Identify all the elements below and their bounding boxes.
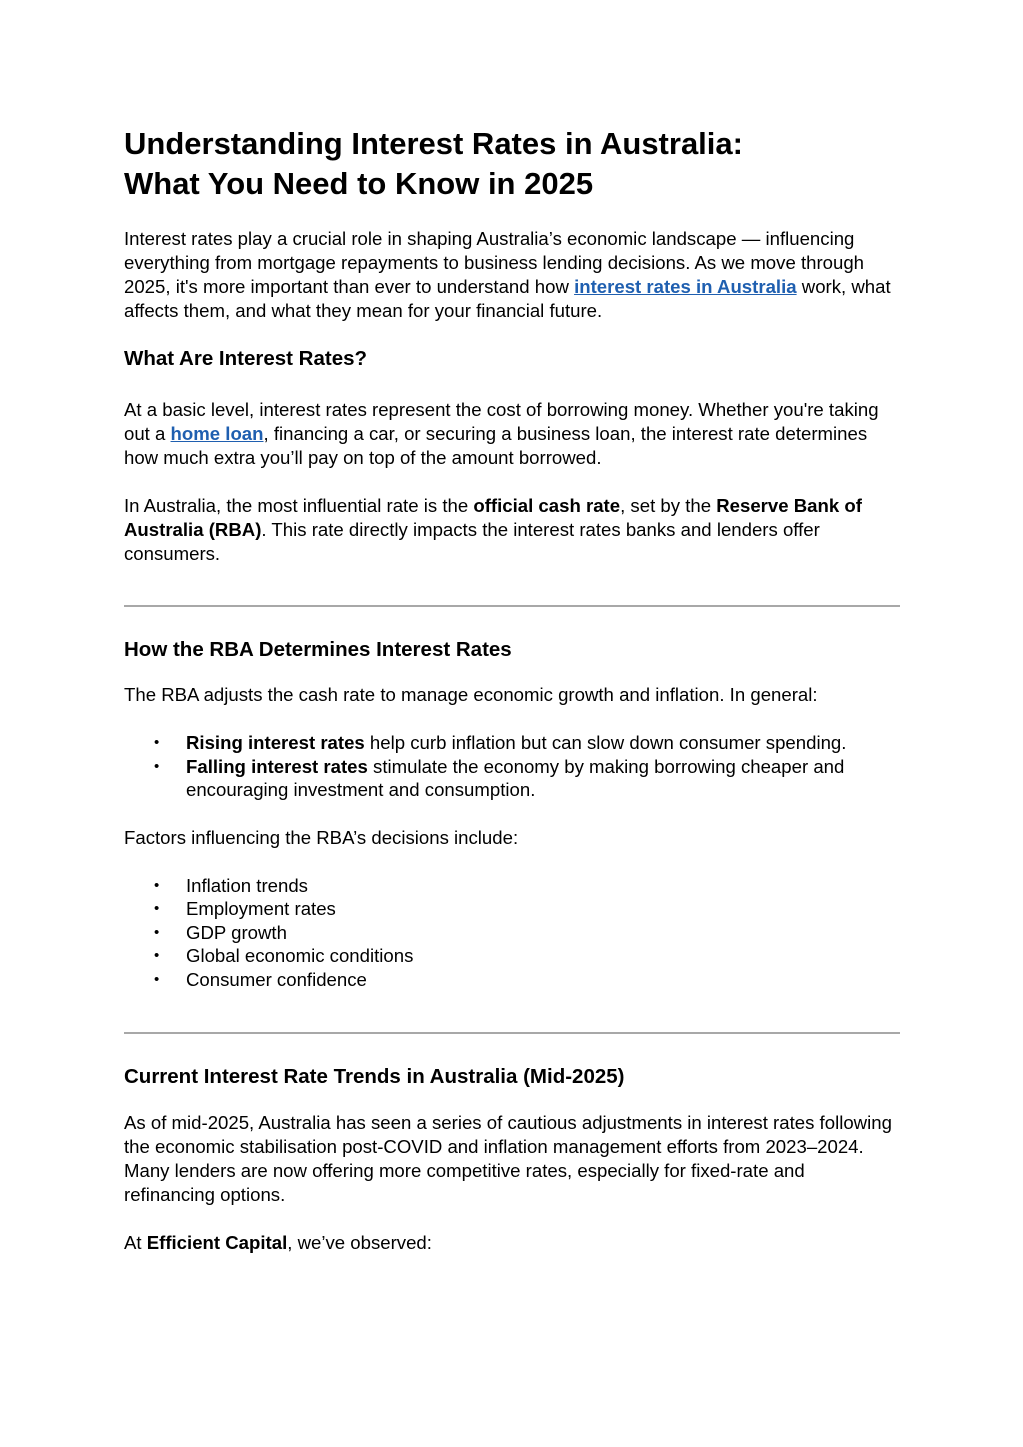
section-divider-2 xyxy=(124,1032,900,1034)
heading-what-are-interest-rates: What Are Interest Rates? xyxy=(124,347,368,370)
intro-paragraph: Interest rates play a crucial role in shaping Australia’s economic landscape — influencing everything from mortgage repayments to business lending decisions. As we move through 2025, it's more important than ever to understand how interest rates in Australia work, what affects them, and what they mean for your financial future. xyxy=(124,228,891,321)
heading-how-rba-determines: How the RBA Determines Interest Rates xyxy=(124,638,512,661)
section-divider-1 xyxy=(124,605,900,607)
bullet-icon: • xyxy=(154,757,160,775)
list-item: • Consumer confidence xyxy=(154,968,367,990)
interest-rates-link[interactable]: interest rates in Australia xyxy=(574,276,797,297)
bullet-icon: • xyxy=(154,947,160,964)
bullet-icon: • xyxy=(154,923,160,941)
rba-intro-paragraph: The RBA adjusts the cash rate to manage economic growth and inflation. In general: xyxy=(124,684,818,705)
list-item: • Rising interest rates help curb inflation but can slow down consumer spending. xyxy=(154,732,847,753)
what-paragraph-2: In Australia, the most influential rate is the official cash rate, set by the Reserve Bank of Australia (RBA). This rate directly impacts the interest rates banks and lenders offer consumers. xyxy=(124,495,862,564)
what-paragraph-1: At a basic level, interest rates represent the cost of borrowing money. Whether you're taking out a home loan, financing a car, or securing a business loan, the interest rate determines how much extra you’ll pay on top of the amount borrowed. xyxy=(124,399,879,468)
home-loan-link[interactable]: home loan xyxy=(170,423,264,444)
bullet-icon: • xyxy=(154,734,160,751)
efficient-capital-bold: Efficient Capital xyxy=(146,1232,288,1253)
list-item: • Employment rates xyxy=(154,898,336,919)
official-cash-rate-bold: official cash rate xyxy=(473,495,621,516)
article xyxy=(124,124,900,1255)
bullet-icon: • xyxy=(154,876,160,894)
factors-intro-paragraph: Factors influencing the RBA’s decisions include: xyxy=(124,826,519,848)
bullet-icon: • xyxy=(154,970,160,988)
list-item: • Falling interest rates stimulate the economy by making borrowing cheaper and encouraging investment and consumption. xyxy=(154,755,845,800)
list-item: • GDP growth xyxy=(154,921,287,943)
heading-current-trends: Current Interest Rate Trends in Australia (Mid-2025) xyxy=(124,1065,625,1088)
rate-effects-list xyxy=(124,731,900,802)
list-item: • Global economic conditions xyxy=(154,945,414,966)
list-item: • Inflation trends xyxy=(154,874,308,896)
rba-bold: Reserve Bank of Australia (RBA) xyxy=(124,495,862,540)
factors-list xyxy=(124,874,900,992)
trends-paragraph-1: As of mid-2025, Australia has seen a series of cautious adjustments in interest rates following the economic stabilisation post-COVID and inflation management efforts from 2023–2024. Many lenders are now offering more competitive rates, especially for fixed-rate and refinancing options. xyxy=(124,1112,892,1205)
bullet-icon: • xyxy=(154,900,160,917)
trends-paragraph-2: At Efficient Capital, we’ve observed: xyxy=(124,1232,432,1253)
page-title xyxy=(124,124,900,204)
title-line-1: Understanding Interest Rates in Australia: xyxy=(124,126,743,161)
title-line-2: What You Need to Know in 2025 xyxy=(124,166,594,201)
